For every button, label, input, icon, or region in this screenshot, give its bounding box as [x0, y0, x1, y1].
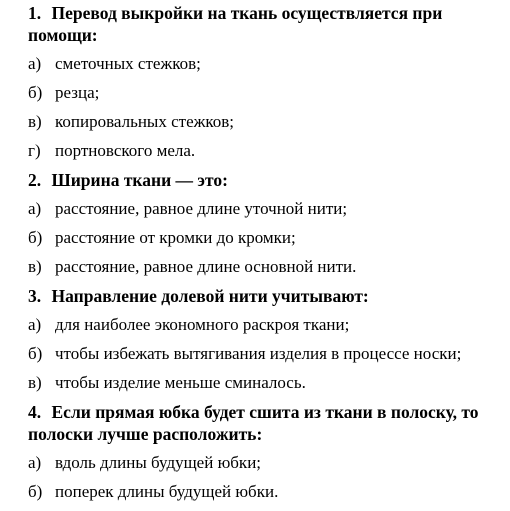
question-3-text-line1: Направление долевой нити учитывают:	[51, 286, 369, 306]
option-text: чтобы избежать вытягивания изделия в процессе носки;	[55, 344, 462, 363]
option-letter: г)	[28, 141, 41, 160]
option-text: расстояние от кромки до кромки;	[55, 228, 296, 247]
option-letter: в)	[28, 373, 42, 392]
option-letter: б)	[28, 228, 43, 247]
option-text: чтобы изделие меньше сминалось.	[55, 373, 306, 392]
question-4-option-a	[28, 452, 261, 474]
option-text: сметочных стежков;	[55, 54, 201, 73]
option-letter: а)	[28, 453, 42, 472]
option-letter: б)	[28, 83, 43, 102]
question-2-option-b	[28, 227, 296, 249]
option-text: расстояние, равное длине основной нити.	[55, 257, 357, 276]
question-2-title	[28, 169, 228, 191]
question-2-option-a	[28, 198, 347, 220]
question-1-text-line2: помощи:	[28, 25, 98, 45]
question-1-option-a	[28, 53, 201, 75]
question-4-title	[28, 401, 479, 423]
option-text: копировальных стежков;	[55, 112, 235, 131]
question-2-option-c	[28, 256, 356, 278]
question-3-option-b	[28, 343, 461, 365]
option-letter: в)	[28, 257, 42, 276]
question-1-option-d	[28, 140, 195, 162]
question-4-option-b	[28, 481, 278, 503]
question-1-title	[28, 2, 442, 24]
question-1-option-c	[28, 111, 234, 133]
option-text: портновского мела.	[55, 141, 196, 160]
question-1-number: 1.	[28, 3, 42, 23]
option-letter: а)	[28, 199, 42, 218]
question-3-option-c	[28, 372, 306, 394]
option-letter: в)	[28, 112, 42, 131]
question-1-text-line1: Перевод выкройки на ткань осуществляется при	[51, 3, 443, 23]
question-1-option-b	[28, 82, 99, 104]
question-2-number: 2.	[28, 170, 42, 190]
question-4-number: 4.	[28, 402, 42, 422]
option-letter: б)	[28, 482, 43, 501]
question-4-text-line2: полоски лучше расположить:	[28, 424, 263, 444]
question-3-number: 3.	[28, 286, 42, 306]
option-text: расстояние, равное длине уточной нити;	[55, 199, 348, 218]
option-text: резца;	[55, 83, 100, 102]
option-text: поперек длины будущей юбки.	[55, 482, 279, 501]
option-text: для наиболее экономного раскроя ткани;	[55, 315, 350, 334]
question-2-text-line1: Ширина ткани — это:	[51, 170, 228, 190]
question-3-option-a	[28, 314, 349, 336]
option-letter: а)	[28, 315, 42, 334]
question-4-text-line1: Если прямая юбка будет сшита из ткани в полоску, то	[51, 402, 479, 422]
option-letter: а)	[28, 54, 42, 73]
option-text: вдоль длины будущей юбки;	[55, 453, 262, 472]
question-3-title	[28, 285, 369, 307]
option-letter: б)	[28, 344, 43, 363]
